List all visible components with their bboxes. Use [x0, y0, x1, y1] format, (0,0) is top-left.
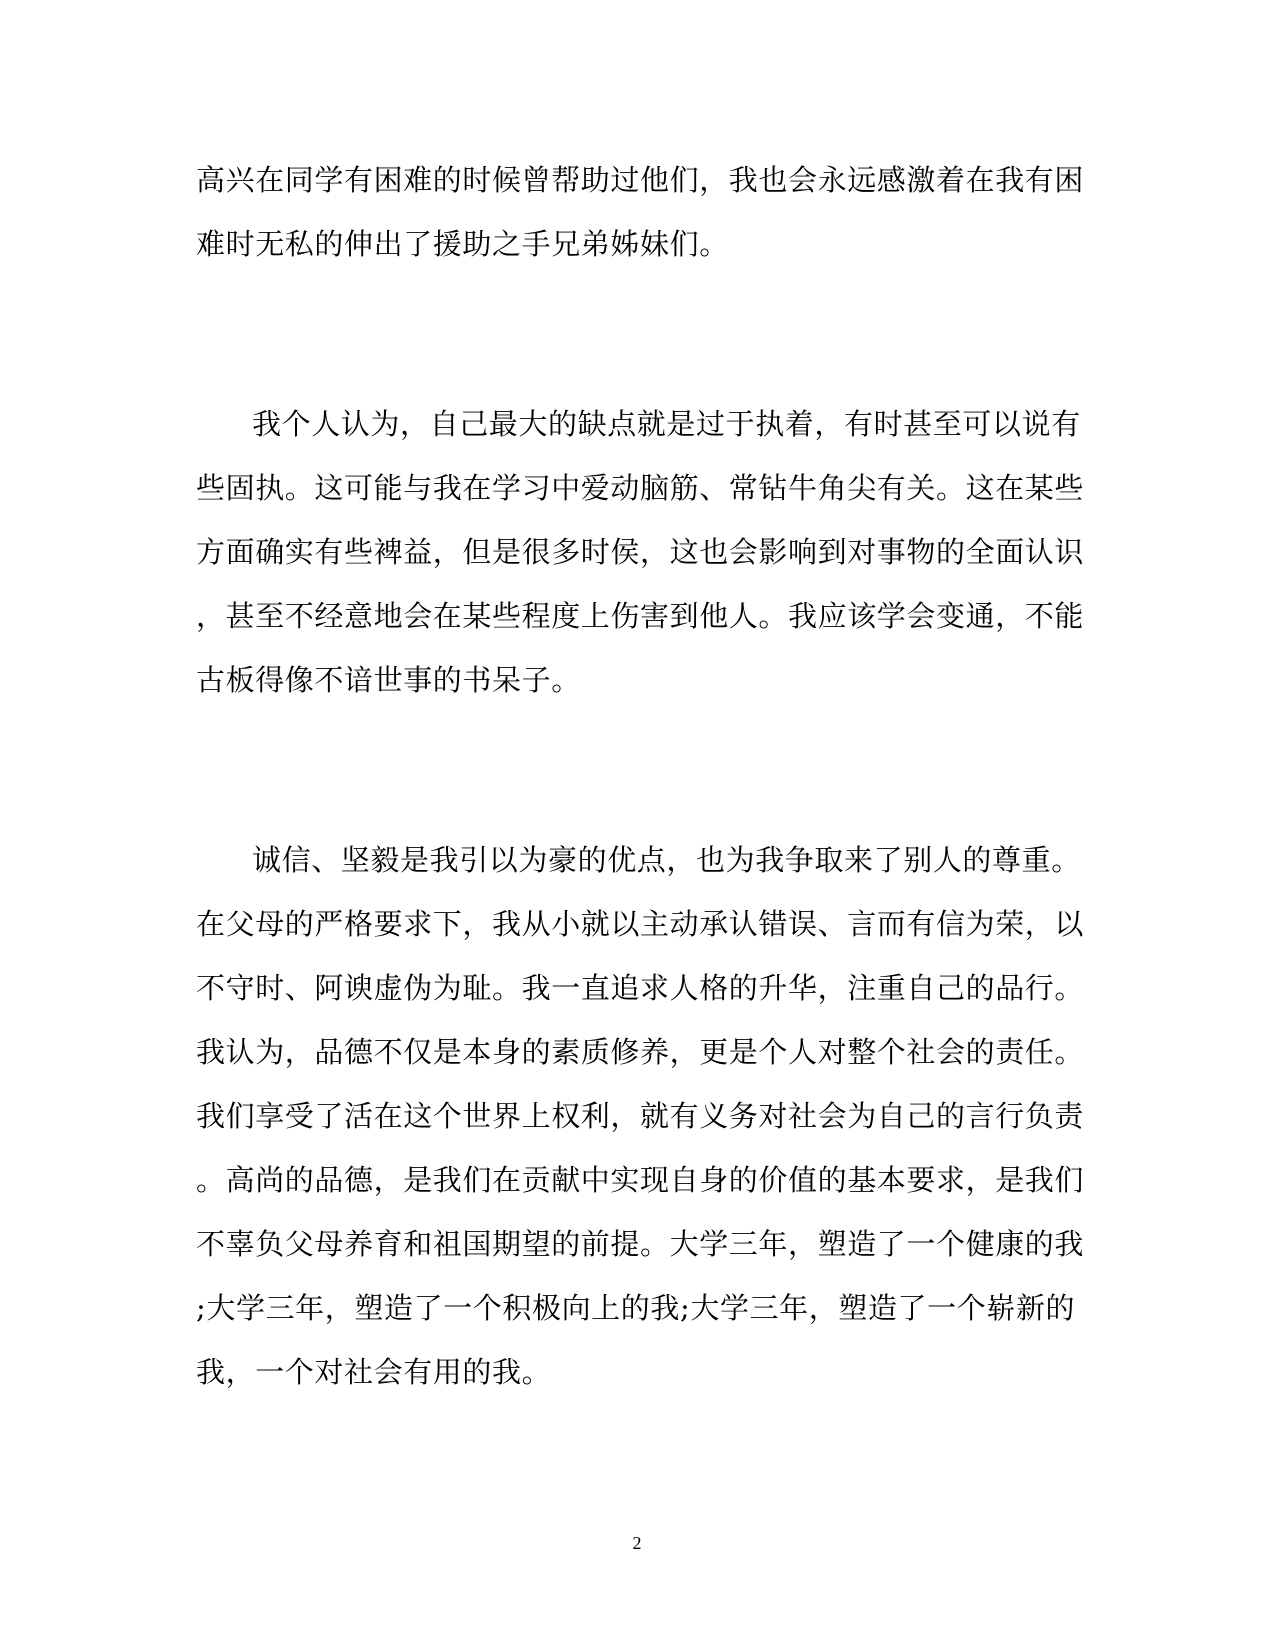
paragraph-3-line-6: 。高尚的品德，是我们在贡献中实现自身的价值的基本要求，是我们	[196, 1163, 1085, 1197]
paragraph-2-line-3: 方面确实有些裨益，但是很多时侯，这也会影响到对事物的全面认识	[196, 535, 1085, 569]
paragraph-2-line-1: 我个人认为，自己最大的缺点就是过于执着，有时甚至可以说有	[252, 407, 1081, 441]
paragraph-2-line-4: ，甚至不经意地会在某些程度上伤害到他人。我应该学会变通，不能	[196, 599, 1085, 633]
paragraph-3-line-3: 不守时、阿谀虚伪为耻。我一直追求人格的升华，注重自己的品行。	[196, 971, 1085, 1005]
paragraph-3-line-8: ;大学三年，塑造了一个积极向上的我;大学三年，塑造了一个崭新的	[196, 1291, 1076, 1325]
paragraph-3-line-1: 诚信、坚毅是我引以为豪的优点，也为我争取来了别人的尊重。	[252, 843, 1081, 877]
paragraph-2-line-5: 古板得像不谙世事的书呆子。	[196, 663, 581, 697]
paragraph-3-line-9: 我，一个对社会有用的我。	[196, 1355, 552, 1389]
paragraph-3-line-4: 我认为，品德不仅是本身的素质修养，更是个人对整个社会的责任。	[196, 1035, 1085, 1069]
page-number: 2	[632, 1533, 642, 1553]
paragraph-1-line-1: 高兴在同学有困难的时候曾帮助过他们，我也会永远感激着在我有困	[196, 163, 1085, 197]
paragraph-3-line-5: 我们享受了活在这个世界上权利，就有义务对社会为自己的言行负责	[196, 1099, 1085, 1133]
paragraph-3-line-7: 不辜负父母养育和祖国期望的前提。大学三年，塑造了一个健康的我	[196, 1227, 1085, 1261]
paragraph-2-line-2: 些固执。这可能与我在学习中爱动脑筋、常钻牛角尖有关。这在某些	[196, 471, 1085, 505]
paragraph-1-line-2: 难时无私的伸出了援助之手兄弟姊妹们。	[196, 227, 729, 261]
paragraph-3-line-2: 在父母的严格要求下，我从小就以主动承认错误、言而有信为荣，以	[196, 907, 1085, 941]
